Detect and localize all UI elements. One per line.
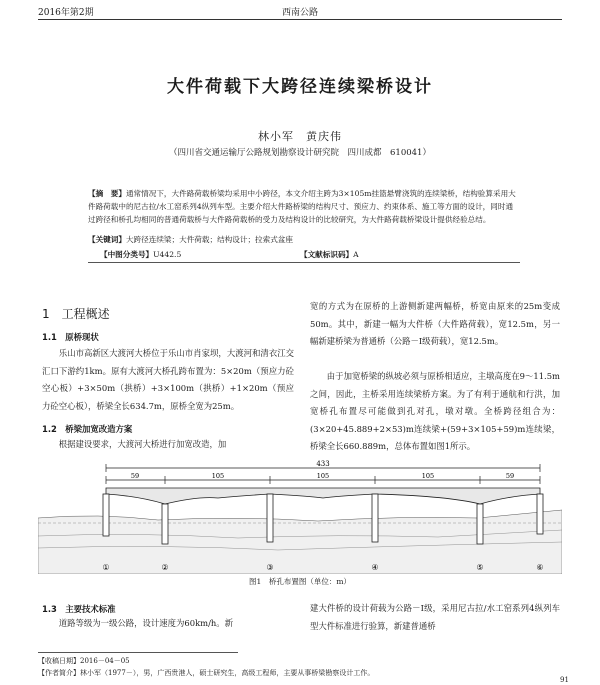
pier bbox=[162, 504, 168, 544]
doc-code bbox=[300, 249, 359, 260]
figure-caption: 图1 桥孔布置图（单位：m） bbox=[249, 577, 351, 586]
pier bbox=[537, 494, 543, 534]
pier-number: ⑤ bbox=[476, 563, 484, 572]
subsection-1-1: 1.1 原桥现状 bbox=[42, 332, 99, 342]
right-paragraph-2: 由于加宽桥梁的纵坡必须与原桥相适应，主墩高度在9～11.5m之间，因此，主桥采用连续梁桥方案。为了有利于通航和行洪，加宽桥孔布置尽可能做到孔对孔，墩对墩。全桥跨径组合为：(3×20+45.889+2×53)m连续梁+(59+3×105+59)m连续梁，桥梁全长660.889m，总体布置如图1所示。 bbox=[310, 371, 560, 451]
journal-name: 西南公路 bbox=[281, 8, 318, 18]
abstract-rule bbox=[88, 262, 520, 263]
subsection-1-2: 1.2 桥梁加宽改造方案 bbox=[42, 424, 133, 434]
class-code: U442.5 bbox=[153, 250, 182, 259]
authors: 林小军 黄庆伟 bbox=[258, 130, 342, 143]
footnote-rule bbox=[38, 652, 238, 653]
page-number: 91 bbox=[560, 676, 569, 684]
class-number bbox=[100, 249, 181, 260]
span-label: 59 bbox=[505, 472, 515, 480]
keywords-label: 【关键词】 bbox=[88, 235, 126, 244]
keywords bbox=[88, 234, 293, 245]
pier-number: ③ bbox=[266, 563, 274, 572]
header-rule bbox=[38, 19, 562, 20]
span-label: 105 bbox=[316, 472, 330, 480]
issue-label: 2016年第2期 bbox=[38, 8, 94, 18]
girder bbox=[106, 488, 540, 504]
section-1-title: 1 工程概述 bbox=[42, 307, 110, 321]
pier-number: ⑥ bbox=[536, 563, 544, 572]
span-label: 59 bbox=[130, 472, 140, 480]
class-label: 【中图分类号】 bbox=[100, 250, 154, 259]
span-label: 105 bbox=[211, 472, 225, 480]
paragraph-1-3: 道路等级为一级公路，设计速度为60km/h。新 bbox=[58, 618, 234, 628]
right-bottom-paragraph: 建大件桥的设计荷载为公路－Ⅰ级，采用尼古拉/水工窑系列4纵列车型大件标准进行验算，新建普通桥 bbox=[310, 603, 560, 631]
subsection-1-3: 1.3 主要技术标准 bbox=[42, 604, 116, 614]
received-date: 【收稿日期】2016－04－05 bbox=[38, 657, 130, 665]
bridge-span-diagram bbox=[38, 458, 562, 574]
doc-code-value: A bbox=[353, 250, 359, 259]
pier bbox=[372, 494, 378, 542]
pier-number: ② bbox=[161, 563, 169, 572]
author-bio: 【作者简介】林小军（1977－），男，广西贵港人，硕士研究生，高级工程师，主要从事桥梁勘察设计工作。 bbox=[38, 669, 375, 677]
total-length-label: 433 bbox=[316, 460, 330, 468]
abstract-text: 通常情况下，大件路荷载桥梁均采用中小跨径，本文介绍主跨为3×105m挂篮悬臂浇筑的连续梁桥，结构验算采用大件路荷载中的尼古拉/水工窑系列4纵列车型。主要介绍大件路桥梁的结构尺寸、预应力、约束体系、施工等方面的设计，同时通过跨径和桥孔均相同的普通荷载桥与大件路荷载桥的受力及结构设计的比较研究，为大件路荷载桥梁设计提供经验总结。 bbox=[88, 189, 516, 224]
pier-number: ① bbox=[102, 563, 110, 572]
paper-title: 大件荷载下大跨径连续梁桥设计 bbox=[167, 77, 433, 97]
abstract bbox=[88, 187, 520, 226]
pier-number: ④ bbox=[371, 563, 379, 572]
pier bbox=[477, 504, 483, 544]
paragraph-1-2: 根据建设要求，大渡河大桥进行加宽改造，加 bbox=[58, 439, 227, 449]
paragraph-1-1: 乐山市高新区大渡河大桥位于乐山市肖家坝，大渡河和清衣江交汇口下游约1km。原有大渡河大桥孔跨布置为：5×20m（预应力砼空心板）+3×50m（拱桥）+3×100m（拱桥）+1×20m（预应力砼空心板），桥梁全长634.7m，原桥全宽为25m。 bbox=[42, 348, 294, 411]
affiliation: （四川省交通运输厅公路规划勘察设计研究院 四川成都 610041） bbox=[169, 148, 431, 158]
keywords-text: 大跨径连续梁；大件荷载；结构设计；拉索式盆座 bbox=[125, 235, 294, 244]
pier bbox=[103, 494, 109, 536]
pier bbox=[267, 494, 273, 542]
right-paragraph-1: 宽的方式为在原桥的上游侧新建两幅桥，桥宽由原来的25m变成50m。其中，新建一幅为大件桥（大件路荷载），宽12.5m，另一幅新建桥梁为普通桥（公路－Ⅰ级荷载），宽12.5m。 bbox=[310, 301, 560, 346]
abstract-label: 【摘 要】 bbox=[88, 189, 126, 198]
span-label: 105 bbox=[421, 472, 435, 480]
doc-label: 【文献标识码】 bbox=[300, 250, 354, 259]
